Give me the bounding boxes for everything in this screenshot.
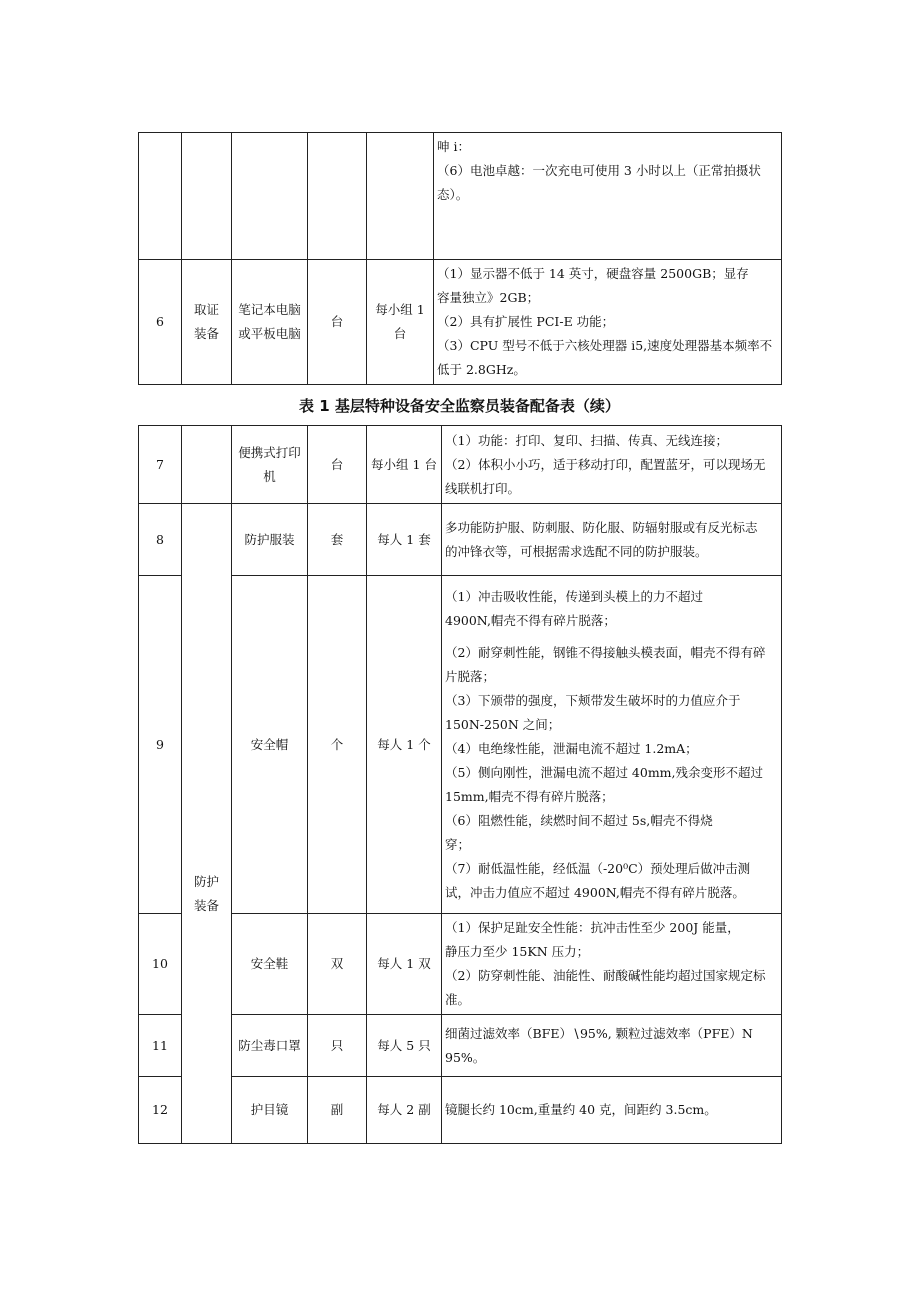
table-row bbox=[139, 260, 782, 385]
table-row bbox=[139, 576, 782, 914]
table-row bbox=[139, 133, 782, 260]
spec-cell: 细菌过滤效率（BFE）∖95%, 颗粒过滤效率（PFE）N 95%。 bbox=[442, 1015, 782, 1077]
quantity-cell: 每人 1 双 bbox=[367, 914, 442, 1015]
item-name: 防尘毒口罩 bbox=[232, 1015, 308, 1077]
spec-cell: 镜腿长约 10cm,重量约 40 克，间距约 3.5cm。 bbox=[442, 1077, 782, 1144]
table-row bbox=[139, 504, 782, 576]
unit-cell: 副 bbox=[308, 1077, 367, 1144]
item-name: 防护服装 bbox=[232, 504, 308, 576]
equipment-table-part2 bbox=[138, 425, 782, 1144]
table-caption: 表 1 基层特种设备安全监察员装备配备表（续） bbox=[299, 397, 620, 415]
item-name: 安全鞋 bbox=[232, 914, 308, 1015]
spec-cell: （1）功能：打印、复印、扫描、传真、无线连接； （2）体积小小巧，适于移动打印，配置蓝牙，可以现场无 线联机打印。 bbox=[442, 426, 782, 504]
quantity-cell: 每人 1 个 bbox=[367, 576, 442, 914]
unit-cell: 套 bbox=[308, 504, 367, 576]
row-number: 8 bbox=[139, 504, 182, 576]
unit-cell: 台 bbox=[308, 426, 367, 504]
item-name: 笔记本电脑或平板电脑 bbox=[232, 260, 308, 385]
table-row bbox=[139, 1077, 782, 1144]
row-number: 7 bbox=[139, 426, 182, 504]
quantity-cell: 每人 1 套 bbox=[367, 504, 442, 576]
quantity-cell: 每小组 1 台 bbox=[367, 426, 442, 504]
equipment-table-part1 bbox=[138, 132, 782, 385]
table-row bbox=[139, 1015, 782, 1077]
quantity-cell: 每人 2 副 bbox=[367, 1077, 442, 1144]
category-cell: 防护装备 bbox=[182, 504, 232, 1144]
category-cell: 取证装备 bbox=[182, 260, 232, 385]
quantity-cell: 每小组 1 台 bbox=[367, 260, 434, 385]
unit-cell: 个 bbox=[308, 576, 367, 914]
table-row bbox=[139, 426, 782, 504]
row-number: 9 bbox=[139, 576, 182, 914]
spec-cell: 呻 i： （6）电池卓越：一次充电可使用 3 小时以上（正常拍摄状 态）。 bbox=[434, 133, 782, 260]
row-number: 11 bbox=[139, 1015, 182, 1077]
row-number: 12 bbox=[139, 1077, 182, 1144]
unit-cell: 台 bbox=[308, 260, 367, 385]
row-number: 6 bbox=[139, 260, 182, 385]
unit-cell: 双 bbox=[308, 914, 367, 1015]
spec-cell: （1）显示器不低于 14 英寸，硬盘容量 2500GB；显存 容量独立》2GB； （2）具有扩展性 PCI-E 功能； （3）CPU 型号不低于六核处理器 i5,速度处理器基本频率不 低于 2.8GHz。 bbox=[434, 260, 782, 385]
unit-cell: 只 bbox=[308, 1015, 367, 1077]
spec-cell: （1）保护足趾安全性能：抗冲击性至少 200J 能量， 静压力至少 15KN 压力； （2）防穿刺性能、油能性、耐酸碱性能均超过国家规定标 准。 bbox=[442, 914, 782, 1015]
spec-cell: 多功能防护服、防刺服、防化服、防辐射服或有反光标志 的冲锋衣等，可根据需求选配不同的防护服装。 bbox=[442, 504, 782, 576]
item-name: 安全帽 bbox=[232, 576, 308, 914]
item-name: 护目镜 bbox=[232, 1077, 308, 1144]
item-name: 便携式打印机 bbox=[232, 426, 308, 504]
spec-cell: （1）冲击吸收性能，传递到头模上的力不超过 4900N,帽壳不得有碎片脱落； （2）耐穿刺性能，钢锥不得接触头模表面，帽壳不得有碎 片脱落； （3）下颁带的强度，下颊带发生破坏时的力值应介于 150N-250N 之间； （4）电绝缘性能，泄漏电流不超过 1.2mA； （5）侧向刚性，泄漏电流不超过 40mm,残余变形不超过 15mm,帽壳不得有碎片脱落； （6）阻燃性能，续燃时间不超过 5s,帽壳不得烧 穿； （7）耐低温性能，经低温（-20⁰C）预处理后做冲击测 试，冲击力值应不超过 4900N,帽壳不得有碎片脱落。 bbox=[442, 576, 782, 914]
table-row bbox=[139, 914, 782, 1015]
row-number: 10 bbox=[139, 914, 182, 1015]
quantity-cell: 每人 5 只 bbox=[367, 1015, 442, 1077]
